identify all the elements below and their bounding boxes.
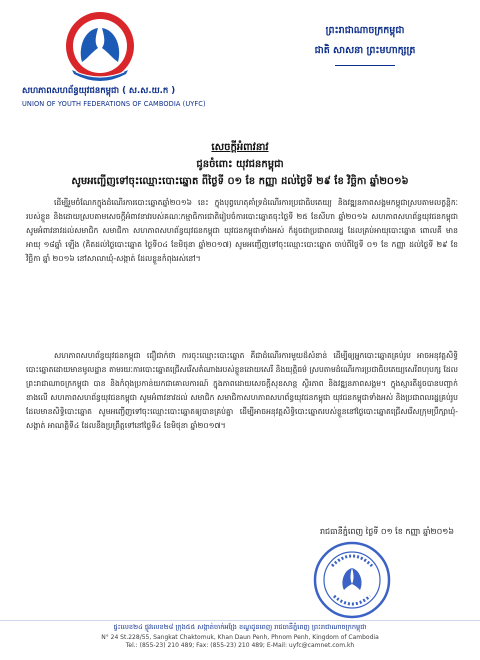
footer-contact: Tel.: (855-23) 210 489; Fax: (855-23) 210 489; E-Mail: uyfc@camnet.com.kh — [125, 642, 355, 649]
kingdom-motto: ជាតិ សាសនា ព្រះមហាក្សត្រ — [314, 45, 416, 56]
kingdom-line-1: ព្រះរាជាណាចក្រកម្ពុជា — [325, 25, 405, 36]
title-line-3: សូមអញ្ជើញទៅចុះឈ្មោះបោះឆ្នោត ពីថ្ងៃទី ០១ ខែ កញ្ញា ដល់ថ្ងៃទី ២៩ ខែ វិច្ឆិកា ឆ្នាំ២០១៦ — [71, 176, 409, 187]
org-name-english: UNION OF YOUTH FEDERATIONS OF CAMBODIA (UYFC) — [22, 100, 206, 108]
footer-address-english: N° 24 St.228/55, Sangkat Chaktomuk, Khan Daun Penh, Phnom Penh, Kingdom of Cambodia — [101, 634, 379, 641]
official-seal — [312, 540, 392, 620]
uyfc-logo — [16, 8, 206, 120]
body-paragraph-1: ដើម្បីរួមចំណែកក្នុងដំណើរការបោះឆ្នោតឆ្នាំ២០១៦ នេះ ក្នុងបុព្វហេតុគាំទ្រដំណើរការប្រជាធិបតេយ្យ និងវឌ្ឍនភាពសង្គមកម្ពុជាស្របតាមលក្ខន្តិកៈរបស់ខ្លួន និងដោយស្របតាមសេចក្តីអំពាវនាវរបស់គណៈកម្មាធិការជាតិរៀបចំការបោះឆ្នោតចុះថ្ងៃទី ២៥ ខែសីហា ឆ្នាំ២០១៦ សហភាពសហព័ន្ធយុវជនកម្ពុជា សូមអំពាវនាវដល់សមាជិក សមាជិកា សហភាពសហព័ន្ធយុវជនកម្ពុជា យុវជនកម្ពុជាទាំងអស់ ក៏ដូចជាប្រជាពលរដ្ឋ ដែលគ្រប់អាយុបោះឆ្នោត ពោលគឺ មានអាយុ ១៨ឆ្នាំ ឡើង (គិតដល់ថ្ងៃបោះឆ្នោត ថ្ងៃទី០៤ ខែមិថុនា ឆ្នាំ២០១៧) សូមអញ្ជើញទៅចុះឈ្មោះបោះឆ្នោត ចាប់ពីថ្ងៃទី ០១ ខែ កញ្ញា ដល់ថ្ងៃទី ២៩ ខែ វិច្ឆិកា ឆ្នាំ ២០១៦ នៅសាលាឃុំ-សង្កាត់ ដែលខ្លួនកំពុងរស់នៅ។ — [26, 198, 458, 263]
body-paragraph-2: សហភាពសហព័ន្ធយុវជនកម្ពុជា ជឿជាក់ថា ការចុះឈ្មោះបោះឆ្នោត គឺជាដំណើរការមួយដ៏សំខាន់ ដើម្បីឲ្យអ្នកបោះឆ្នោតគ្រប់រូប អាចអនុវត្តសិទ្ធិបោះឆ្នោតដោយមានមូលដ្ឋាន តាមរយៈការបោះឆ្នោតជ្រើសរើសតំណាងរបស់ខ្លួនដោយសេរី និងយុត្តិធម៌ ស្របតាមដំណើរការប្រជាធិបតេយ្យសេរីពហុបក្ស ដែលព្រះរាជាណាចក្រកម្ពុជា បាន និងកំពុងប្រកាន់យកជាគោលការណ៍ ក្នុងភាពដោយសេចក្តីសុខសាន្ត ស្ថិរភាព និងវឌ្ឍនភាពសង្គម។ ក្នុងស្មារតីដូចបានបញ្ជាក់ខាងលើ សហភាពសហព័ន្ធយុវជនកម្ពុជា សូមអំពាវនាវដល់ សមាជិក សមាជិកាសហភាពសហព័ន្ធយុវជនកម្ពុជា យុវជនកម្ពុជាទាំងអស់ និងប្រជាពលរដ្ឋគ្រប់រូបដែលមានសិទ្ធិបោះឆ្នោត សូមអញ្ជើញទៅចុះឈ្មោះបោះឆ្នោតឲ្យបានគ្រប់គ្នា ដើម្បីអាចអនុវត្តសិទ្ធិបោះឆ្នោតរបស់ខ្លួននៅថ្ងៃបោះឆ្នោតជ្រើសរើសក្រុមប្រឹក្សាឃុំ-សង្កាត់ អាណត្តិទី៤ ដែលនឹងប្រព្រឹត្តទៅនៅថ្ងៃទី៤ ខែមិថុនា ឆ្នាំ២០១៧។ — [26, 351, 458, 430]
dateline: រាជធានីភ្នំពេញ ថ្ងៃទី ០១ ខែ កញ្ញា ឆ្នាំ២០១៦ — [319, 527, 454, 536]
title-line-1: សេចក្តីអំពាវនាវ — [211, 142, 269, 153]
title-line-2: ជូនចំពោះ យុវជនកម្ពុជា — [196, 159, 284, 170]
kingdom-heading — [280, 24, 450, 68]
org-name-khmer: សហភាពសហព័ន្ធយុវជនកម្ពុជា ( ស.ស.យ.ក ) — [22, 86, 176, 96]
ornament-divider — [335, 62, 395, 68]
announcement-title — [30, 140, 450, 189]
letter-footer — [0, 620, 480, 660]
footer-address-khmer: ផ្ទះលេខ២៤ ផ្លូវលេខ២៨ ក្រុង៥៥ សង្កាត់ចាក់អង្រែ ខណ្ឌដូនពេញ រាជធានីភ្នំពេញ ព្រះរាជាណាចក្រកម្ពុជា — [113, 623, 367, 631]
seal-icon — [312, 540, 392, 620]
logo-emblem-icon — [56, 8, 144, 84]
